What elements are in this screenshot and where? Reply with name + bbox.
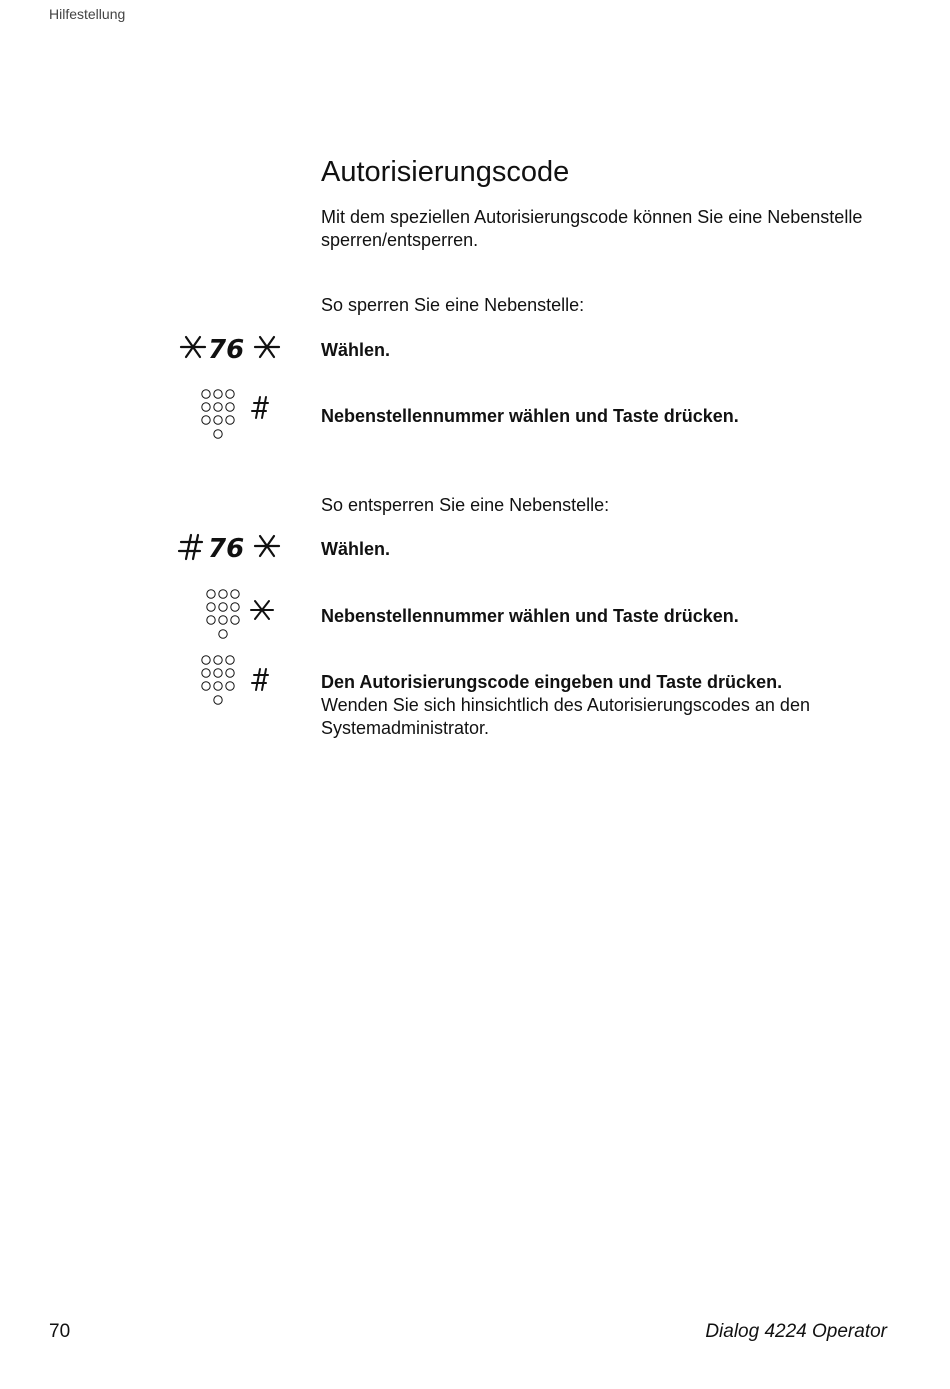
lock-step-1-text: Wählen. <box>321 340 391 360</box>
digit-keypad-icon <box>198 587 278 641</box>
digit-keypad-icon <box>198 387 278 441</box>
unlock-step-1-text: Wählen. <box>321 539 391 559</box>
running-header: Hilfestellung <box>49 6 126 22</box>
digit-keypad-icon <box>198 653 278 707</box>
lock-step-2-text: Nebenstellennummer wählen und Taste drücken. <box>321 406 739 426</box>
intro-text: Mit dem speziellen Autorisierungscode können Sie eine Nebenstelle sperren/entsperren. <box>321 207 863 250</box>
hash-76-star-code-icon <box>175 529 285 565</box>
svg-text:76: 76 <box>208 534 245 564</box>
unlock-section-label: So entsperren Sie eine Nebenstelle: <box>321 495 610 515</box>
page-number: 70 <box>49 1321 71 1342</box>
svg-text:76: 76 <box>208 335 245 365</box>
unlock-step-2-text: Nebenstellennummer wählen und Taste drücken. <box>321 606 739 626</box>
footer-product-name: Dialog 4224 Operator <box>705 1321 887 1342</box>
page-title: Autorisierungscode <box>321 156 570 188</box>
unlock-step-3-text: Den Autorisierungscode eingeben und Taste drücken. Wenden Sie sich hinsichtlich des Autorisierungscodes an den Systemadministrator. <box>321 672 810 738</box>
lock-section-label: So sperren Sie eine Nebenstelle: <box>321 295 585 315</box>
star-76-star-code-icon <box>175 330 285 366</box>
unlock-step-3-note: Wenden Sie sich hinsichtlich des Autorisierungscodes an den Systemadministrator. <box>321 695 810 738</box>
